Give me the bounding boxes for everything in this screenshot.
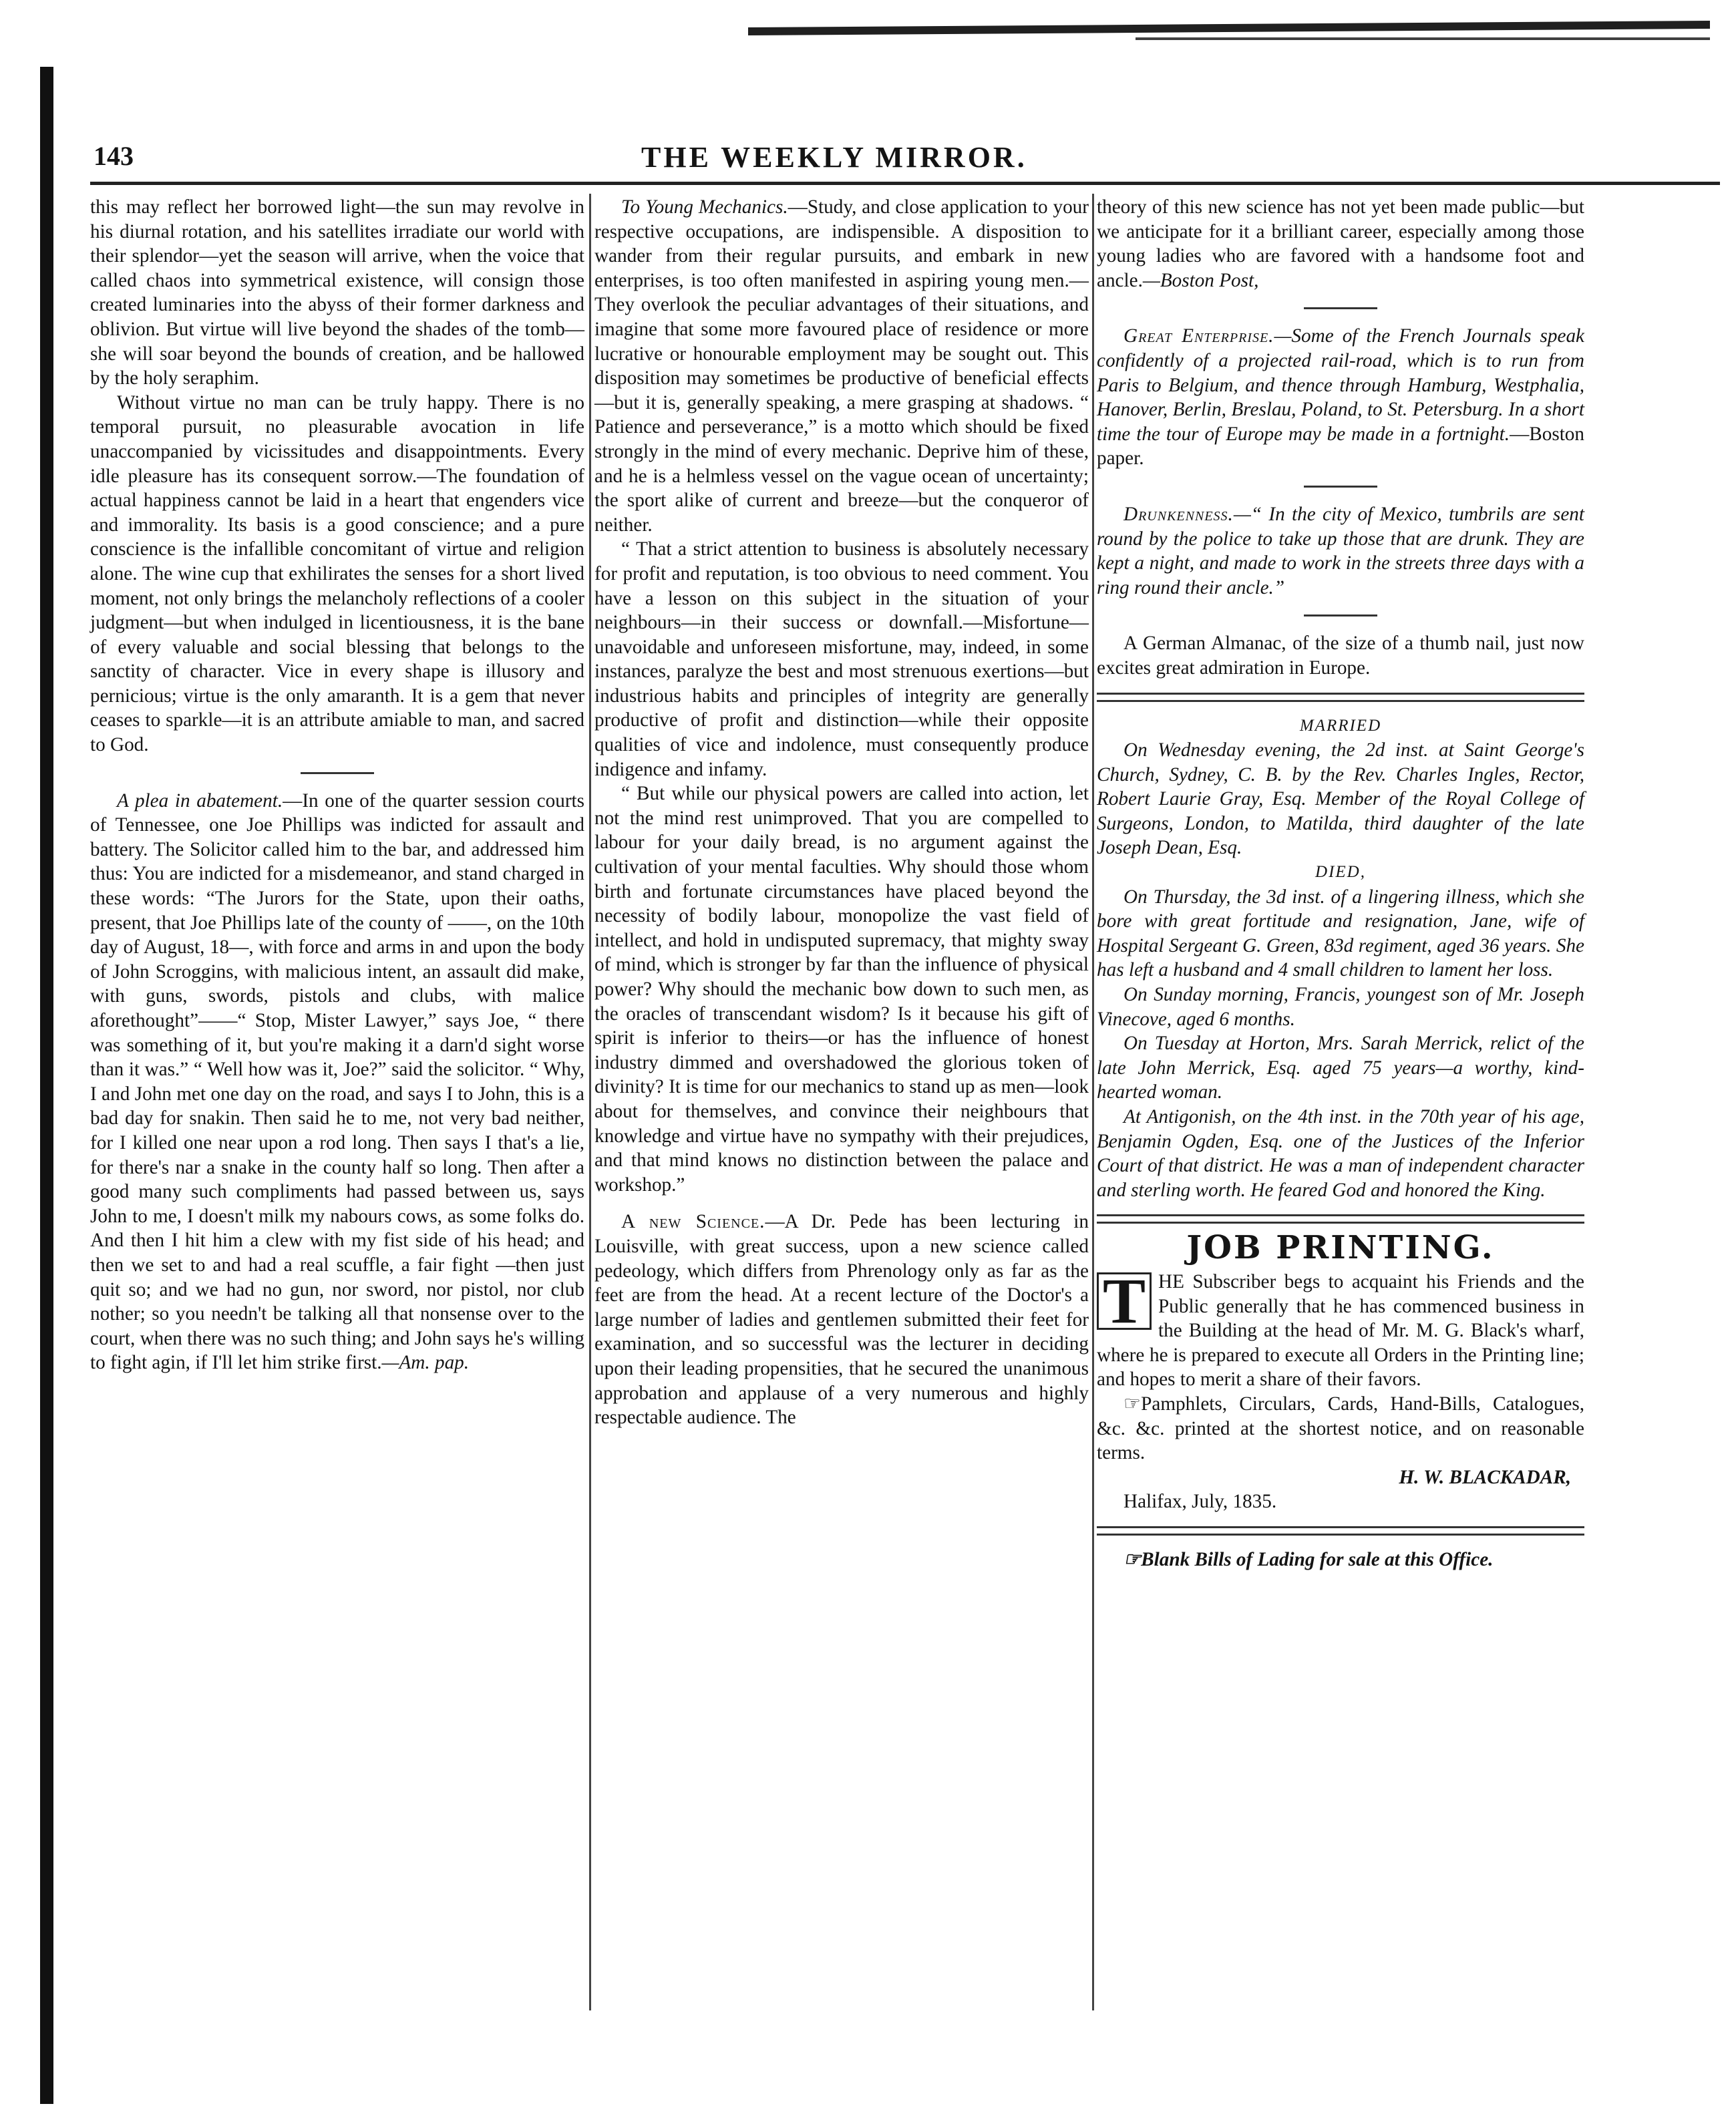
enterprise-article <box>1097 324 1584 471</box>
drunkenness-title: Drunkenness. <box>1123 503 1234 525</box>
enterprise-title: Great Enterprise. <box>1123 325 1274 347</box>
mechanics-paragraph-2: “ That a strict attention to business is absolutely necessary for profit and reputation, is too obvious to need comment. You have a lesson on this subject in the situation of your neighbours—in their success or downfall.—Misfortune—unavoidable and unforeseen misfortune, may, indeed, in some instances, paralyze the best and most strenuous exertions—but industrious habits and principles of integrity are generally productive of profit and distinction—while their opposite qualities of vice and indolence, must consequently produce indigence and infamy. <box>594 538 1089 780</box>
science-article <box>594 1210 1089 1429</box>
science-continued <box>1097 195 1584 293</box>
top-border-rule <box>748 21 1710 35</box>
died-notice-1: On Thursday, the 3d inst. of a lingering illness, which she bore with great fortitude and resignation, Jane, wife of Hospital Sergeant G. Green, 83d regiment, aged 36 years. She has left a husband and 4 small children to lament her loss. <box>1097 886 1584 981</box>
section-rule <box>1304 614 1377 616</box>
plea-article <box>90 789 584 1375</box>
column-divider-1 <box>589 194 591 2010</box>
top-border-rule-thin <box>1136 37 1710 40</box>
job-place-date: Halifax, July, 1835. <box>1123 1491 1277 1513</box>
column-2 <box>594 195 1089 1430</box>
page-number: 143 <box>94 141 134 171</box>
died-notice-2: On Sunday morning, Francis, youngest son of Mr. Joseph Vinecove, aged 6 months. <box>1097 984 1584 1030</box>
header-rule <box>90 182 1720 185</box>
almanac-note: A German Almanac, of the size of a thumb nail, just now excites great admiration in Europe. <box>1097 633 1584 679</box>
died-notice-3: On Tuesday at Horton, Mrs. Sarah Merrick, relict of the late John Merrick, Esq. aged 75 years—a worthy, kind-hearted woman. <box>1097 1033 1584 1103</box>
double-rule <box>1097 693 1584 702</box>
died-notice-4: At Antigonish, on the 4th inst. in the 70th year of his age, Benjamin Ogden, Esq. one of the Justices of the Inferior Court of that district. He was a man of independent character and sterling worth. He feared God and honored the King. <box>1097 1106 1584 1201</box>
running-head: THE WEEKLY MIRROR. <box>641 141 1027 174</box>
science-title: A new Science. <box>621 1211 765 1233</box>
science-body: —A Dr. Pede has been lecturing in Louisville, with great success, upon a new science called pedeology, which differs from Phrenology only as far as the feet are from the head. At a recent lecture of the Doctor's a large number of ladies and gentlemen submitted their feet for examination, and so successful was the lecturer in deciding upon their leading propensities, that he secured the unanimous approbation and applause of a very numerous and highly respectable audience. The <box>594 1211 1089 1429</box>
plea-title: A plea in abatement. <box>117 789 283 812</box>
drunkenness-article <box>1097 502 1584 600</box>
job-printing-heading: JOB PRINTING. <box>1186 1229 1495 1267</box>
mechanics-body-1: —Study, and close application to your respective occupations, are indispensible. A disposition to wander from their regular pursuits, and embark in new enterprises, is too often manifested in aspiring young men.—They overlook the peculiar advantages of their situations, and imagine that some more favoured place of residence or more lucrative or honourable employment may be sought out. This disposition may sometimes be productive of beneficial effects—but it is, generally speaking, a mere grasping at shadows. “ Patience and perseverance,” is a motto which should be fixed strongly in the mind of every mechanic. Deprive him of these, and he is a helmless vessel on the vague ocean of uncertainty; the sport alike of current and breeze—but the conqueror of neither. <box>594 196 1089 536</box>
column-1 <box>90 195 584 1375</box>
mechanics-title: To Young Mechanics. <box>621 196 788 218</box>
science-cont-source: —Boston Post, <box>1142 269 1259 291</box>
job-dropcap: T <box>1097 1272 1152 1330</box>
married-notice: On Wednesday evening, the 2d inst. at Saint George's Church, Sydney, C. B. by the Rev. Charles Ingles, Rector, Robert Laurie Gray, Esq. Member of the Royal College of Surgeons, London, to Matilda, third daughter of the late Joseph Dean, Esq. <box>1097 739 1584 859</box>
died-heading: DIED, <box>1315 863 1366 882</box>
plea-body: —In one of the quarter session courts of Tennessee, one Joe Phillips was indicted for assault and battery. The Solicitor called him to the bar, and addressed him thus: You are indicted for a misdemeanor, and stand charged in these words: “The Jurors for the State, upon their oaths, present, that Joe Phillips late of the county of ——, on the 10th day of August, 18—, with force and arms in and upon the body of John Scroggins, with malicious intent, an assault did make, with guns, swords, pistols and clubs, with malice aforethought”——“ Stop, Mister Lawyer,” says Joe, “ there was something of it, but you're making it a darn'd sight worse than it was.” “ Well how was it, Joe?” said the solicitor. “ Why, I and John met one day on the road, and says I to John, this is a bad day for snakin. Then said he to me, not very bad neither, for I killed one near upon a rod long. Then says I that's a lie, for there's nar a snake in the county half so long. Then after a good many such compliments had passed between us, says John to me, I doesn't milk my nabours cows, as some folks do. And then I hit him a clew with my fist side of his head; and then we set to and had a real scuffle, a fair fight —then just quit so; and we had no gun, nor sword, nor pistol, nor club nother; so you needn't be talking all that nonsense over to the court, when there was no such thing; and John says he's willing to fight agin, if I'll let him strike first. <box>90 789 585 1374</box>
double-rule <box>1097 1214 1584 1224</box>
mechanics-paragraph-3: “ But while our physical powers are called into action, let not the mind rest unimproved. That you are compelled to labour for your daily bread, is no argument against the cultivation of your mental faculties. Why should those whom birth and fortunate circumstances have placed beyond the necessity of bodily labour, monopolize the vast field of intellect, and hold in undisputed supremacy, that mighty sway of mind, which is stronger by far than the influence of physical power? Why should the mechanic bow down to such men, as the oracles of transcendant wisdom? Is it because his gift of spirit is inferior to theirs—or has the influence of honest industry dimmed and overshadowed the glorious token of divinity? It is time for our mechanics to stand up as men—look about for themselves, and convince their neighbours that knowledge and virtue have no sympathy with their prejudices, and that mind knows no distinction between the palace and workshop.” <box>594 783 1089 1196</box>
enterprise-source: —Boston paper. <box>1097 423 1584 470</box>
virtue-paragraph-2: Without virtue no man can be truly happy. There is no temporal pursuit, no pleasurable avocation in life unaccompanied by vicissitudes and disappointments. Every idle pleasure has its consequent sorrow.—The foundation of actual happiness cannot be laid in a heart that engenders vice and immorality. Its basis is a good conscience; and a pure conscience is the infallible concomitant of virtue and religion alone. The wine cup that exhilirates the senses for a short lived moment, not only brings the melancholy reflections of a cooler judgment—but when indulged in licentiousness, it is the bane of every valuable and social blessing that belongs to the sanctity of character. Vice in every shape is illusory and pernicious; virtue is the only amaranth. It is a gem that never ceases to sparkle—it is an attribute amiable to man, and sacred to God. <box>90 391 584 756</box>
plea-source: —Am. pap. <box>381 1352 470 1374</box>
job-printing-notice <box>1097 1264 1584 1392</box>
virtue-paragraph-1: this may reflect her borrowed light—the sun may revolve in his diurnal rotation, and his satellites irradiate our world with their splendor—yet the season will arrive, when the voice that called chaos into symmetrical existence, will consign those created luminaries into the abyss of their former darkness and oblivion. But virtue will live beyond the shades of the tomb—she will soar beyond the bounds of creation, and be hallowed by the holy seraphim. <box>90 196 584 389</box>
binding-edge <box>40 67 53 2104</box>
married-heading: MARRIED <box>1299 716 1382 735</box>
job-printing-list: ☞Pamphlets, Circulars, Cards, Hand-Bills, Catalogues, &c. &c. printed at the shortest notice, and on reasonable terms. <box>1097 1393 1584 1464</box>
job-signature: H. W. BLACKADAR, <box>1399 1466 1571 1488</box>
drunkenness-body: —“ In the city of Mexico, tumbrils are sent round by the police to take up those that are drunk. They are kept a night, and made to work in the streets three days with a ring round their ancle.” <box>1097 503 1584 598</box>
enterprise-body: —Some of the French Journals speak confidently of a projected rail-road, which is to run from Paris to Belgium, and thence through Hamburg, Westphalia, Hanover, Berlin, Breslau, Poland, to St. Petersburg. In a short time the tour of Europe may be made in a fortnight. <box>1097 325 1584 445</box>
section-rule <box>1304 307 1377 309</box>
double-rule <box>1097 1526 1584 1536</box>
column-divider-2 <box>1092 194 1094 2010</box>
section-rule <box>1304 486 1377 488</box>
column-3 <box>1097 195 1584 1572</box>
science-cont-body: theory of this new science has not yet been made public—but we anticipate for it a brilliant career, especially among those young ladies who are favored with a handsome foot and ancle. <box>1097 196 1584 291</box>
job-printing-body: HE Subscriber begs to acquaint his Friends and the Public generally that he has commenced business in the Building at the head of Mr. M. G. Black's wharf, where he is prepared to execute all Orders in the Printing line; and hopes to merit a share of their favors. <box>1097 1270 1584 1391</box>
section-rule <box>301 772 374 774</box>
mechanics-article-1 <box>594 195 1089 537</box>
blank-bills-notice: ☞Blank Bills of Lading for sale at this Office. <box>1123 1548 1494 1570</box>
